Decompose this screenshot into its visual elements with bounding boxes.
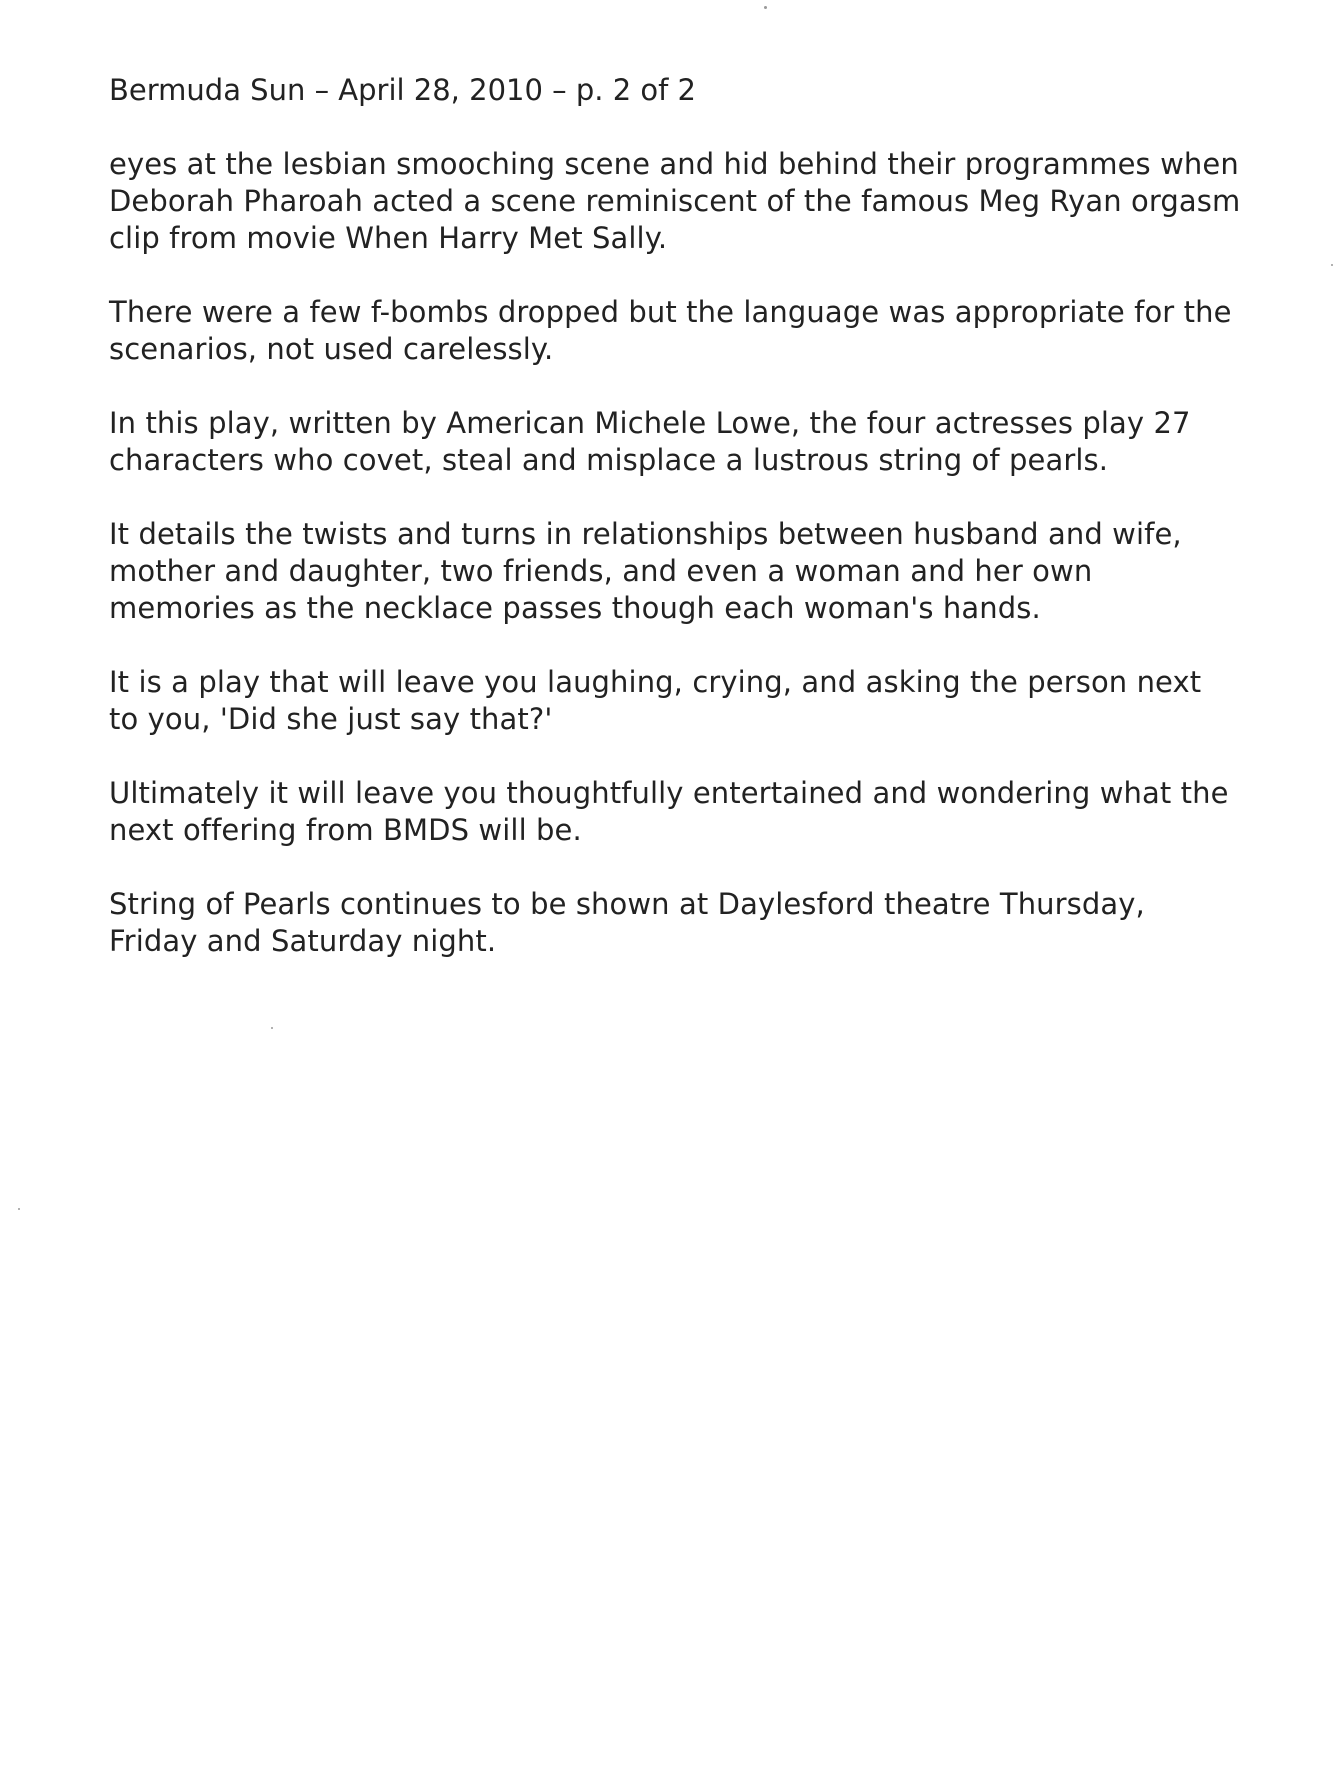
- text-line: Deborah Pharoah acted a scene reminiscent of the famous Meg Ryan orgasm: [109, 184, 1241, 218]
- text-line: It is a play that will leave you laughing, crying, and asking the person next: [109, 665, 1202, 699]
- text-line: In this play, written by American Michele Lowe, the four actresses play 27: [109, 406, 1191, 440]
- text-line: to you, 'Did she just say that?': [109, 702, 553, 736]
- text-line: String of Pearls continues to be shown at Daylesford theatre Thursday,: [109, 887, 1145, 921]
- paragraph: [109, 146, 1289, 257]
- text-line: Ultimately it will leave you thoughtfully entertained and wondering what the: [109, 776, 1229, 810]
- article-body: [109, 146, 1289, 997]
- scan-speck: [764, 6, 767, 9]
- text-line: Friday and Saturday night.: [109, 924, 497, 958]
- text-line: scenarios, not used carelessly.: [109, 332, 554, 366]
- scan-speck: [271, 1027, 273, 1029]
- text-line: mother and daughter, two friends, and even a woman and her own: [109, 554, 1093, 588]
- paragraph: [109, 294, 1289, 368]
- text-line: eyes at the lesbian smooching scene and hid behind their programmes when: [109, 147, 1239, 181]
- scan-speck: [18, 1208, 20, 1210]
- text-line: next offering from BMDS will be.: [109, 813, 582, 847]
- text-line: memories as the necklace passes though each woman's hands.: [109, 591, 1041, 625]
- paragraph: [109, 775, 1289, 849]
- page-header: Bermuda Sun – April 28, 2010 – p. 2 of 2: [109, 73, 696, 107]
- paragraph: [109, 516, 1289, 627]
- scan-speck: [1331, 264, 1333, 266]
- paragraph: [109, 664, 1289, 738]
- paragraph: [109, 405, 1289, 479]
- text-line: It details the twists and turns in relationships between husband and wife,: [109, 517, 1182, 551]
- text-line: There were a few f-bombs dropped but the language was appropriate for the: [109, 295, 1232, 329]
- paragraph: [109, 886, 1289, 960]
- text-line: characters who covet, steal and misplace a lustrous string of pearls.: [109, 443, 1109, 477]
- text-line: clip from movie When Harry Met Sally.: [109, 221, 668, 255]
